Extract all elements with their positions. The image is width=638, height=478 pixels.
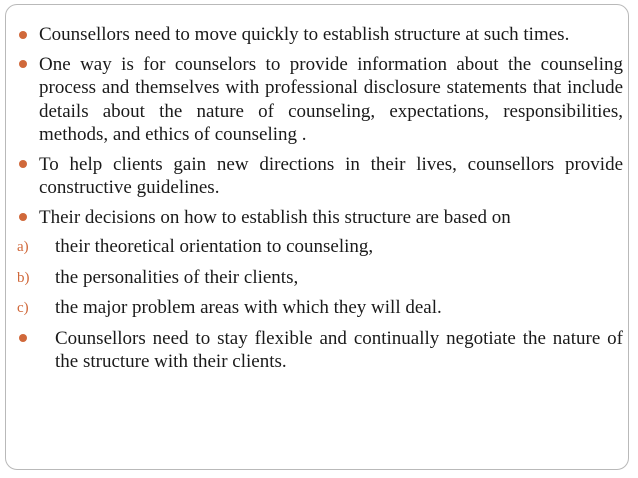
bullet-item: [17, 327, 623, 374]
bullet-marker: [17, 206, 39, 230]
lettered-text: the major problem areas with which they will deal.: [55, 297, 442, 318]
bullet-dot-icon: [19, 160, 27, 168]
bullet-dot-icon: [19, 213, 27, 221]
bullet-marker: [17, 23, 39, 47]
bullet-item: [17, 53, 623, 147]
bullet-dot-icon: [19, 31, 27, 39]
bullet-text: To help clients gain new directions in their lives, counsellors provide constructive guidelines.: [39, 153, 623, 198]
bullet-text: One way is for counselors to provide information about the counseling process and themselves with professional disclosure statements that include details about the nature of counseling, expectations, responsibilities, methods, and ethics of counseling .: [39, 53, 623, 145]
bullet-item: [17, 23, 623, 47]
bullet-item: [17, 153, 623, 200]
letter-marker: b): [17, 269, 30, 286]
lettered-item: [17, 296, 623, 321]
slide-frame: [5, 4, 629, 470]
slide-content: [17, 23, 623, 380]
lettered-text: their theoretical orientation to counseling,: [55, 236, 374, 257]
lettered-text: the personalities of their clients,: [55, 266, 299, 288]
bullet-dot-icon: [19, 334, 27, 342]
bullet-marker: [17, 53, 39, 77]
letter-marker: a): [17, 239, 29, 255]
bullet-dot-icon: [19, 60, 27, 68]
bullet-text: Their decisions on how to establish this structure are based on: [39, 206, 511, 228]
bullet-item: [17, 206, 623, 230]
letter-marker: c): [17, 300, 29, 316]
lettered-item: [17, 235, 623, 260]
lettered-item: [17, 266, 623, 291]
bullet-marker: [17, 327, 55, 351]
bullet-marker: [17, 153, 39, 177]
bullet-text: Counsellors need to stay flexible and continually negotiate the nature of the structure with their clients.: [55, 327, 623, 372]
bullet-text: Counsellors need to move quickly to establish structure at such times.: [39, 24, 570, 45]
